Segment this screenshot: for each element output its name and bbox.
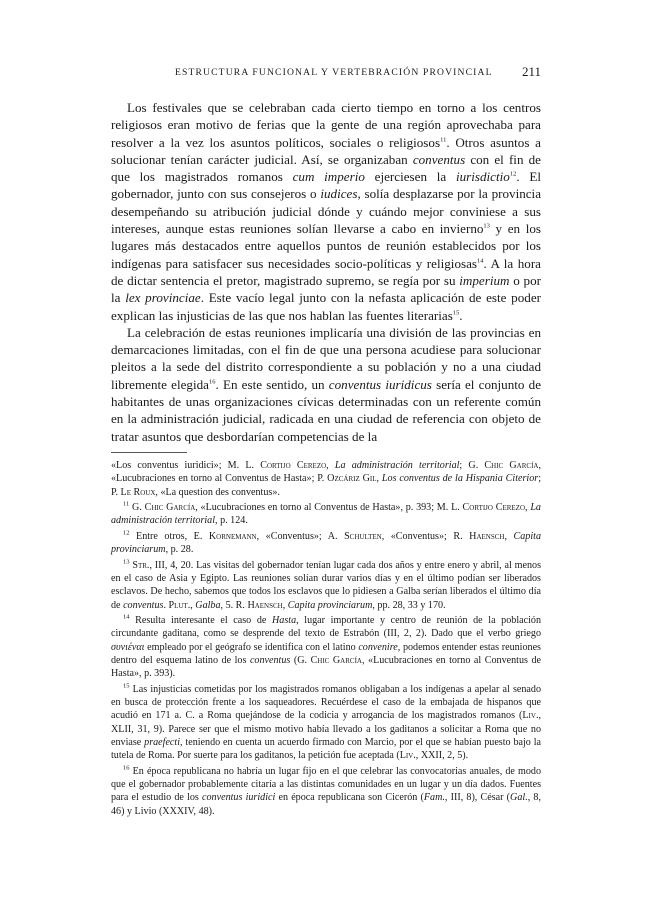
footnote-ref[interactable]: 16 bbox=[208, 378, 216, 386]
footnote-number: 11 bbox=[123, 500, 130, 508]
footnote-ref[interactable]: 15 bbox=[452, 309, 460, 317]
footnote-15: $^{15}$ Las injusticias cometidas por los magistrados romanos obligaban a los indígenas a apelar al senado en busca de protección frente a los saqueadores. Recuérdese el caso de la embajada de hispanos que acudió en 171 a. C. a Roma quejándose de la codicia y arrogancia de los magistrados romanos (Liv., XLII, 31, 9). Parece ser que el mismo motivo había llevado a los gaditanos a solicitar a Roma que no enviase praefecti, teniendo en cuenta un acuerdo firmado con Marcio, por el que se habían puesto bajo la tutela de Roma. Por suerte para los gaditanos, la petición fue aceptada (Liv., XXII, 2, 5). bbox=[111, 682, 541, 762]
footnote-number: 12 bbox=[123, 529, 130, 537]
main-text bbox=[111, 99, 541, 445]
footnote-11: $^{11}$ G. Chic García, «Lucubraciones en torno al Conventus de Hasta», p. 393; M. L. Cortijo Cerezo, La administración territorial, p. 124. bbox=[111, 500, 541, 527]
footnote-number: 15 bbox=[123, 682, 130, 690]
paragraph: La celebración de estas reuniones implicaría una división de las provincias en demarcaciones limitadas, con el fin de que una persona acudiese para solucionar pleitos a la sede del distrito correspondiente a su población y no a una ciudad libremente elegida$^{16}$. En este sentido, un conventus iuridicus sería el conjunto de habitantes de unas organizaciones cívicas determinadas con un referente común en la administración judicial, radicada en una ciudad de referencia con objeto de tratar asuntos que desbordarían competencias de la bbox=[111, 324, 542, 444]
footnote-number: 14 bbox=[123, 613, 130, 621]
footnote-separator bbox=[111, 452, 187, 453]
footnote-13: $^{13}$ Str., III, 4, 20. Las visitas del gobernador tenían lugar cada dos años y entre enero y abril, al menos en el caso de Asia y Egipto. Las reuniones solían durar varios días y en el último podían ser liberados esclavos. De hecho, sabemos que todos los esclavos que lo pidiesen a Galba serían liberados el último día de conventus. Plut., Galba, 5. R. Haensch, Capita provinciarum, pp. 28, 33 y 170. bbox=[111, 558, 541, 611]
footnote-continuation: «Los conventus iuridici»; M. L. Cortijo Cerezo, La administración territorial; G. Chic García, «Lucubraciones en torno al Conventus de Hasta»; P. Ozcáriz Gil, Los conventus de la Hispania Citerior; P. Le Roux, «La question des conventus». bbox=[111, 460, 541, 498]
footnote-number: 16 bbox=[123, 764, 130, 772]
footnote-12: $^{12}$ Entre otros, E. Kornemann, «Conventus»; A. Schulten, «Conventus»; R. Haensch, Capita provinciarum, p. 28. bbox=[111, 529, 541, 556]
page-number: 211 bbox=[521, 64, 541, 79]
footnote-ref[interactable]: 13 bbox=[483, 222, 490, 230]
footnote-number: 13 bbox=[123, 558, 130, 566]
footnotes bbox=[111, 459, 541, 820]
footnote-ref[interactable]: 14 bbox=[477, 257, 484, 265]
footnote-ref[interactable]: 12 bbox=[509, 170, 517, 178]
running-head-title: ESTRUCTURA FUNCIONAL Y VERTEBRACIÓN PROVINCIAL bbox=[175, 67, 493, 78]
footnote-ref[interactable]: 11 bbox=[440, 136, 447, 144]
paragraph: Los festivales que se celebraban cada cierto tiempo en torno a los centros religiosos eran motivo de ferias que la gente de una región aprovechaba para resolver a la vez los asuntos políticos, sociales o religiosos$^{11}$. Otros asuntos a solucionar tenían carácter judicial. Así, se organizaban conventus con el fin de que los magistrados romanos cum imperio ejerciesen la iurisdictio$^{12}$. El gobernador, junto con sus consejeros o iudices, solía desplazarse por la provincia desempeñando su atribución judicial dónde y cuándo mejor conviniese a sus intereses, aunque estas reuniones solían llevarse a cabo en invierno$^{13}$ y en los lugares más destacados entre aquellos puntos de reunión establecidos por los indígenas para satisfacer sus necesidades socio-políticas y religiosas$^{14}$. A la hora de dictar sentencia el pretor, magistrado supremo, se regía por su imperium o por la lex provinciae. Este vacío legal junto con la nefasta aplicación de este poder explican las injusticias de las que nos hablan las fuentes literarias$^{15}$. bbox=[111, 100, 542, 323]
footnote-16: $^{16}$ En época republicana no habría un lugar fijo en el que celebrar las convocatorias anuales, de modo que el gobernador probablemente citaría a las distintas comunidades en un lugar y un día dados. Fuentes para el estudio de los conventus iuridici en época republicana son Cicerón (Fam., III, 8), César (Gal., 8, 46) y Livio (XXXIV, 48). bbox=[111, 764, 541, 817]
footnote-14: $^{14}$ Resulta interesante el caso de Hasta, lugar importante y centro de reunión de la población circundante gaditana, como se desprende del texto de Estrabón (III, 2, 2). Dado que el verbo griego συνιέναι empleado por el geógrafo se identifica con el latino convenire, podemos entender estas reuniones dentro del esquema latino de los conventus (G. Chic García, «Lucubraciones en torno al Conventus de Hasta», p. 393). bbox=[111, 613, 541, 680]
running-head bbox=[111, 66, 541, 82]
